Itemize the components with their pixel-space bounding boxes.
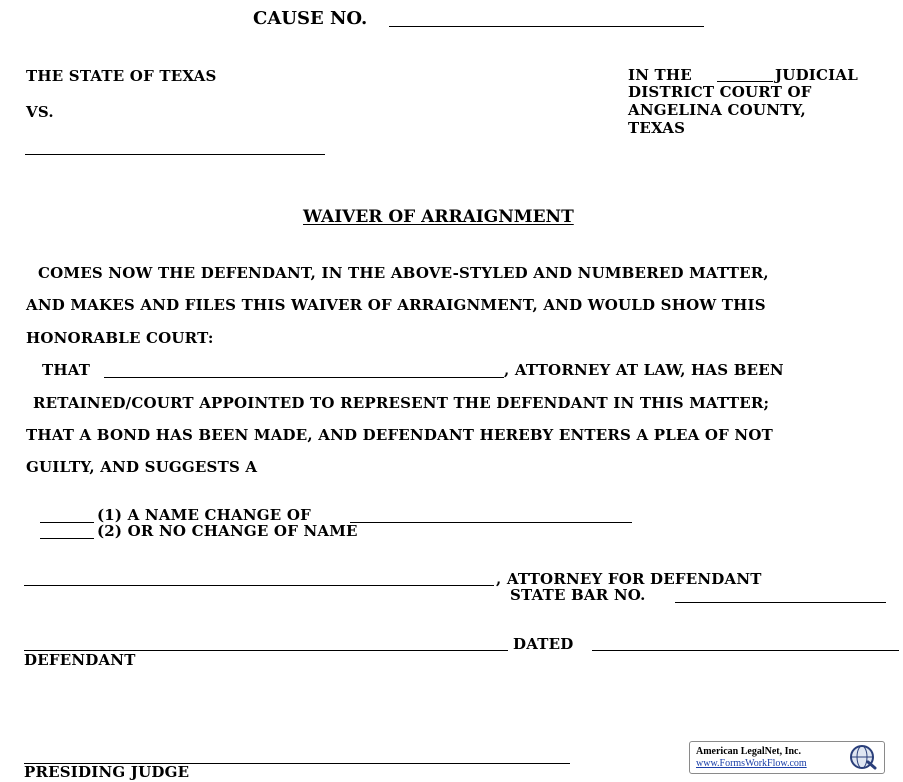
attorney-signature-label: , ATTORNEY FOR DEFENDANT bbox=[496, 570, 762, 588]
presiding-judge-label: PRESIDING JUDGE bbox=[24, 763, 190, 781]
publisher-badge[interactable] bbox=[689, 741, 885, 774]
option-2-checkbox-line[interactable] bbox=[40, 538, 94, 539]
paragraph-line-3: HONORABLE COURT: bbox=[26, 329, 214, 347]
court-line-3: ANGELINA COUNTY, bbox=[628, 101, 806, 119]
paragraph-line-6: THAT A BOND HAS BEEN MADE, AND DEFENDANT HEREBY ENTERS A PLEA OF NOT bbox=[26, 426, 773, 444]
defendant-name-field[interactable] bbox=[25, 154, 325, 155]
party-state: THE STATE OF TEXAS bbox=[26, 67, 217, 85]
option-1-label: (1) A NAME CHANGE OF bbox=[97, 506, 311, 524]
paragraph-line-7: GUILTY, AND SUGGESTS A bbox=[26, 458, 258, 476]
paragraph-line-1: COMES NOW THE DEFENDANT, IN THE ABOVE-STYLED AND NUMBERED MATTER, bbox=[38, 264, 769, 282]
cause-number-field[interactable] bbox=[389, 26, 704, 27]
state-bar-label: STATE BAR NO. bbox=[510, 586, 646, 604]
court-line-4: TEXAS bbox=[628, 119, 686, 137]
court-line-1-prefix: IN THE bbox=[628, 66, 692, 84]
paragraph-line-5: RETAINED/COURT APPOINTED TO REPRESENT THE DEFENDANT IN THIS MATTER; bbox=[33, 394, 770, 412]
option-1-checkbox-line[interactable] bbox=[40, 522, 94, 523]
court-line-2: DISTRICT COURT OF bbox=[628, 83, 812, 101]
versus-label: VS. bbox=[26, 103, 54, 121]
paragraph-line-2: AND MAKES AND FILES THIS WAIVER OF ARRAIGNMENT, AND WOULD SHOW THIS bbox=[26, 296, 766, 314]
that-label: THAT bbox=[42, 361, 91, 379]
court-number-field[interactable] bbox=[717, 81, 773, 82]
new-name-field[interactable] bbox=[350, 522, 632, 523]
attorney-signature-field[interactable] bbox=[24, 585, 494, 586]
globe-logo-icon bbox=[844, 744, 880, 775]
defendant-label: DEFENDANT bbox=[24, 651, 136, 669]
cause-number-label: CAUSE NO. bbox=[253, 8, 368, 29]
publisher-url[interactable]: www.FormsWorkFlow.com bbox=[696, 758, 807, 769]
option-2-label: (2) OR NO CHANGE OF NAME bbox=[97, 522, 358, 540]
state-bar-field[interactable] bbox=[675, 602, 886, 603]
date-field[interactable] bbox=[592, 650, 899, 651]
attorney-name-field[interactable] bbox=[104, 377, 504, 378]
publisher-name: American LegalNet, Inc. bbox=[696, 746, 801, 757]
dated-label: DATED bbox=[513, 635, 574, 653]
document-title: WAIVER OF ARRAIGNMENT bbox=[303, 207, 574, 227]
attorney-clause: , ATTORNEY AT LAW, HAS BEEN bbox=[504, 361, 784, 379]
court-line-1-suffix: JUDICIAL bbox=[775, 66, 858, 84]
